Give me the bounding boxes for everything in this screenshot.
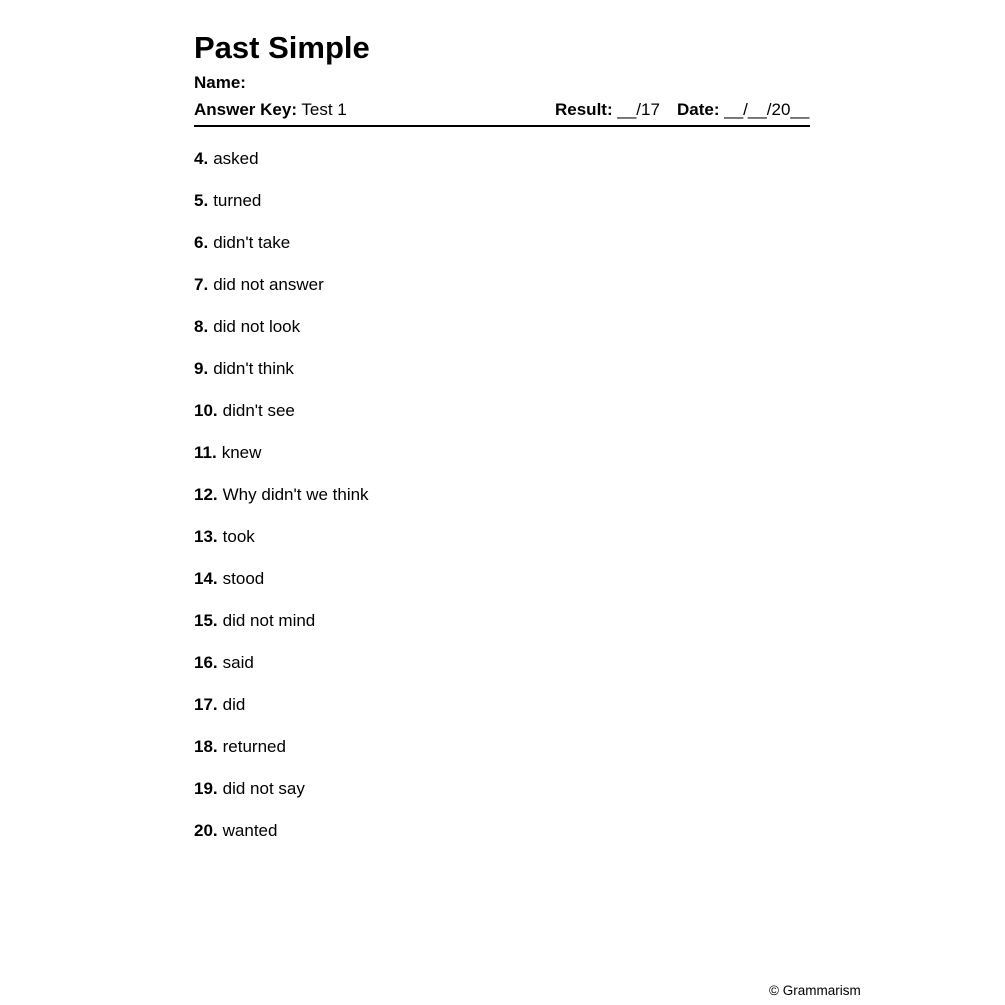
answer-key-row xyxy=(194,100,810,120)
answer-number: 8. xyxy=(194,317,209,337)
answer-text: did not look xyxy=(213,317,301,337)
answer-text: did not mind xyxy=(222,611,316,631)
answer-item xyxy=(194,569,810,611)
answer-number: 13. xyxy=(194,527,218,547)
answer-item xyxy=(194,233,810,275)
answer-text: asked xyxy=(213,149,259,169)
page-title: Past Simple xyxy=(194,30,370,65)
answer-number: 9. xyxy=(194,359,209,379)
answer-item xyxy=(194,191,810,233)
answer-text: turned xyxy=(213,191,262,211)
answer-number: 16. xyxy=(194,653,218,673)
answer-text: did not say xyxy=(222,779,305,799)
worksheet-content xyxy=(194,31,810,863)
copyright-footer: © Grammarism xyxy=(769,983,861,998)
answer-text: wanted xyxy=(222,821,278,841)
result-value: __/17 xyxy=(617,100,660,120)
answer-item xyxy=(194,317,810,359)
answer-number: 18. xyxy=(194,737,218,757)
answer-text: did xyxy=(222,695,246,715)
answer-item xyxy=(194,149,810,191)
answer-text: didn't think xyxy=(213,359,294,379)
answer-key-label: Answer Key: xyxy=(194,100,297,120)
answer-number: 11. xyxy=(194,443,217,463)
answer-key-value: Test 1 xyxy=(301,100,347,120)
header-divider xyxy=(194,125,810,127)
answer-text: Why didn't we think xyxy=(222,485,369,505)
name-row xyxy=(194,73,810,93)
answer-number: 15. xyxy=(194,611,218,631)
answer-item xyxy=(194,695,810,737)
answer-number: 17. xyxy=(194,695,218,715)
answer-text: said xyxy=(222,653,254,673)
answer-item xyxy=(194,779,810,821)
answer-number: 10. xyxy=(194,401,218,421)
answer-item xyxy=(194,653,810,695)
answer-number: 19. xyxy=(194,779,218,799)
answer-text: didn't take xyxy=(213,233,291,253)
answer-number: 12. xyxy=(194,485,218,505)
answer-item xyxy=(194,359,810,401)
answer-number: 14. xyxy=(194,569,218,589)
answer-number: 20. xyxy=(194,821,218,841)
result-field xyxy=(555,100,660,120)
answer-text: took xyxy=(222,527,255,547)
date-label: Date: xyxy=(677,100,720,120)
answer-number: 7. xyxy=(194,275,209,295)
answer-item xyxy=(194,611,810,653)
answer-text: returned xyxy=(222,737,286,757)
result-label: Result: xyxy=(555,100,613,120)
answer-item xyxy=(194,527,810,569)
answer-text: knew xyxy=(221,443,262,463)
answer-item xyxy=(194,821,810,863)
answer-number: 6. xyxy=(194,233,209,253)
answer-item xyxy=(194,737,810,779)
date-value: __/__/20__ xyxy=(724,100,810,120)
date-field xyxy=(677,100,809,120)
answer-text: didn't see xyxy=(222,401,295,421)
answer-item xyxy=(194,443,810,485)
answer-item xyxy=(194,275,810,317)
answer-item xyxy=(194,401,810,443)
name-label: Name: xyxy=(194,73,246,93)
answer-number: 4. xyxy=(194,149,209,169)
answer-text: did not answer xyxy=(213,275,324,295)
answer-text: stood xyxy=(222,569,265,589)
answer-item xyxy=(194,485,810,527)
answer-list xyxy=(194,149,810,863)
answer-number: 5. xyxy=(194,191,209,211)
